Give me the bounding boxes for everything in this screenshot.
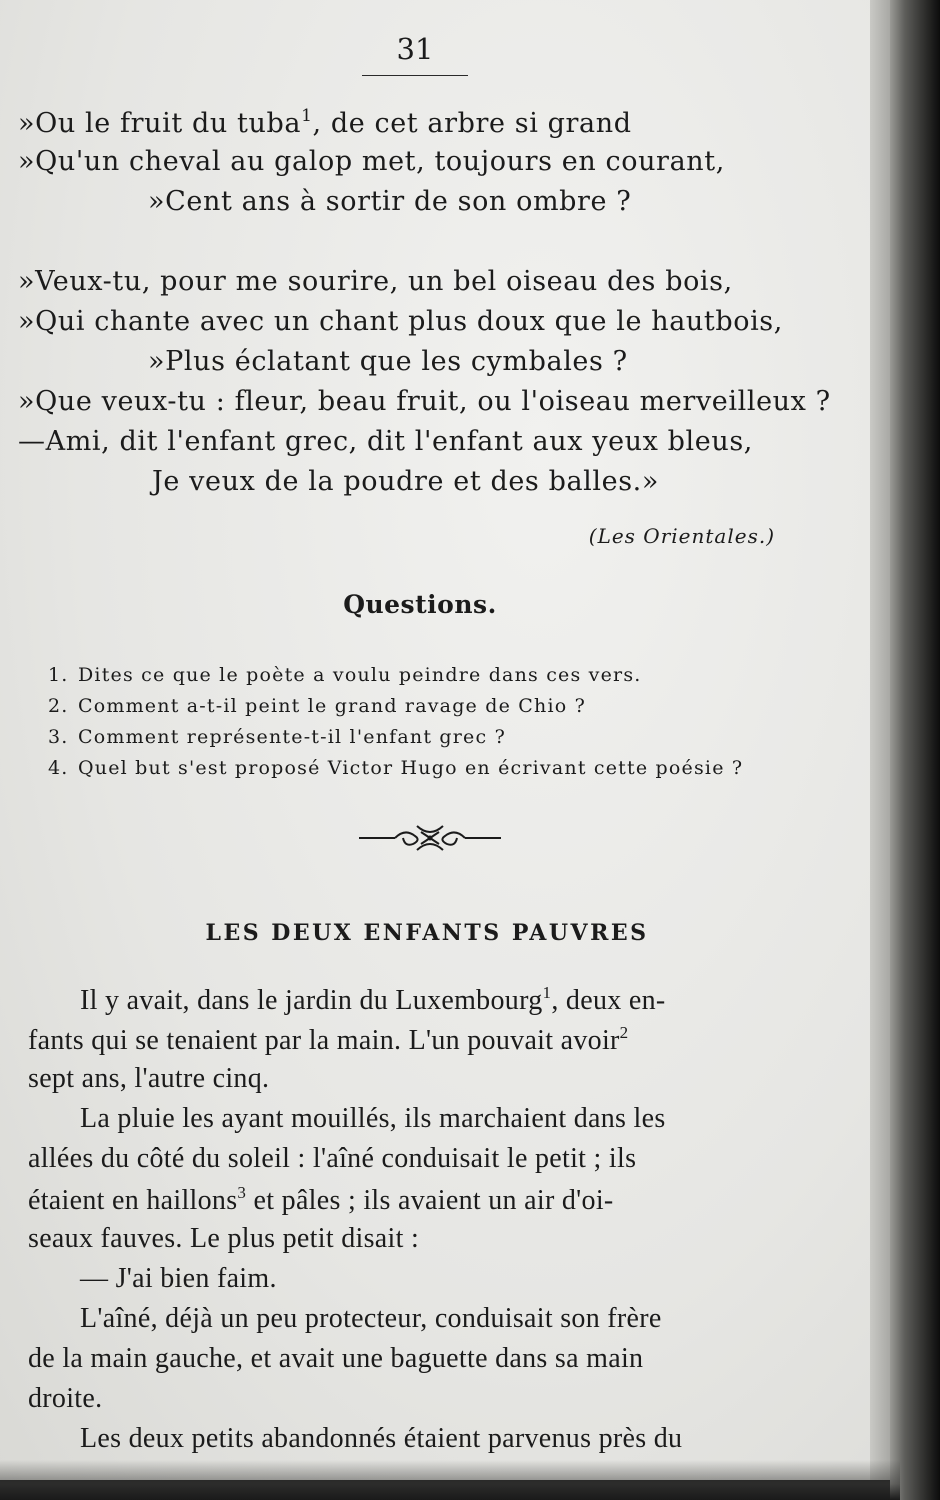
story-line: allées du côté du soleil : l'aîné conduisait le petit ; ils: [28, 1143, 637, 1174]
bottom-edge-shadow: [0, 1460, 900, 1500]
question-item: 4. Quel but s'est proposé Victor Hugo en écrivant cette poésie ?: [48, 757, 744, 779]
story-line: La pluie les ayant mouillés, ils marchaient dans les: [80, 1103, 666, 1134]
poem-line-1: »Ou le fruit du tuba$^1$, de cet arbre si grand: [18, 106, 632, 139]
story-line: — J'ai bien faim.: [80, 1263, 277, 1294]
story-line: Les deux petits abandonnés étaient parvenus près du: [80, 1423, 683, 1454]
page-edge-stack: [870, 0, 892, 1480]
poem-line-2: »Qu'un cheval au galop met, toujours en courant,: [18, 146, 725, 177]
question-item: 2. Comment a-t-il peint le grand ravage de Chio ?: [48, 695, 587, 717]
poem-line-8: —Ami, dit l'enfant grec, dit l'enfant aux yeux bleus,: [18, 426, 753, 457]
poem-line-6: »Plus éclatant que les cymbales ?: [148, 346, 628, 377]
story-line: sept ans, l'autre cinq.: [28, 1063, 270, 1094]
question-item: 1. Dites ce que le poète a voulu peindre dans ces vers.: [48, 664, 642, 686]
story-title: LES DEUX ENFANTS PAUVRES: [205, 920, 649, 946]
poem-line-5: »Qui chante avec un chant plus doux que le hautbois,: [18, 306, 783, 337]
page-number-rule: [362, 75, 468, 76]
ornament-flourish-icon: [355, 818, 505, 858]
story-line: Il y avait, dans le jardin du Luxembourg$^1$, deux en-: [80, 983, 666, 1016]
question-item: 3. Comment représente-t-il l'enfant grec ?: [48, 726, 506, 748]
story-line: étaient en haillons$^3$ et pâles ; ils avaient un air d'oi-: [28, 1183, 614, 1216]
footnote-marker: 2: [619, 1023, 629, 1042]
poem-line-9: Je veux de la poudre et des balles.»: [152, 466, 659, 497]
story-line: fants qui se tenaient par la main. L'un pouvait avoir$^2$: [28, 1023, 629, 1056]
book-spine-shadow: [890, 0, 940, 1500]
story-line: droite.: [28, 1383, 103, 1414]
questions-title: Questions.: [343, 590, 497, 619]
poem-line-4: »Veux-tu, pour me sourire, un bel oiseau des bois,: [18, 266, 733, 297]
footnote-marker: 1: [542, 983, 552, 1002]
poem-line-3: »Cent ans à sortir de son ombre ?: [148, 186, 632, 217]
footnote-marker: 1: [301, 106, 313, 126]
poem-line-7: »Que veux-tu : fleur, beau fruit, ou l'oiseau merveilleux ?: [18, 386, 831, 417]
story-line: seaux fauves. Le plus petit disait :: [28, 1223, 420, 1254]
footnote-marker: 3: [237, 1183, 247, 1202]
story-line: de la main gauche, et avait une baguette dans sa main: [28, 1343, 644, 1374]
poem-attribution: (Les Orientales.): [588, 524, 775, 548]
page-number: 31: [396, 32, 434, 66]
story-line: L'aîné, déjà un peu protecteur, conduisait son frère: [80, 1303, 662, 1334]
